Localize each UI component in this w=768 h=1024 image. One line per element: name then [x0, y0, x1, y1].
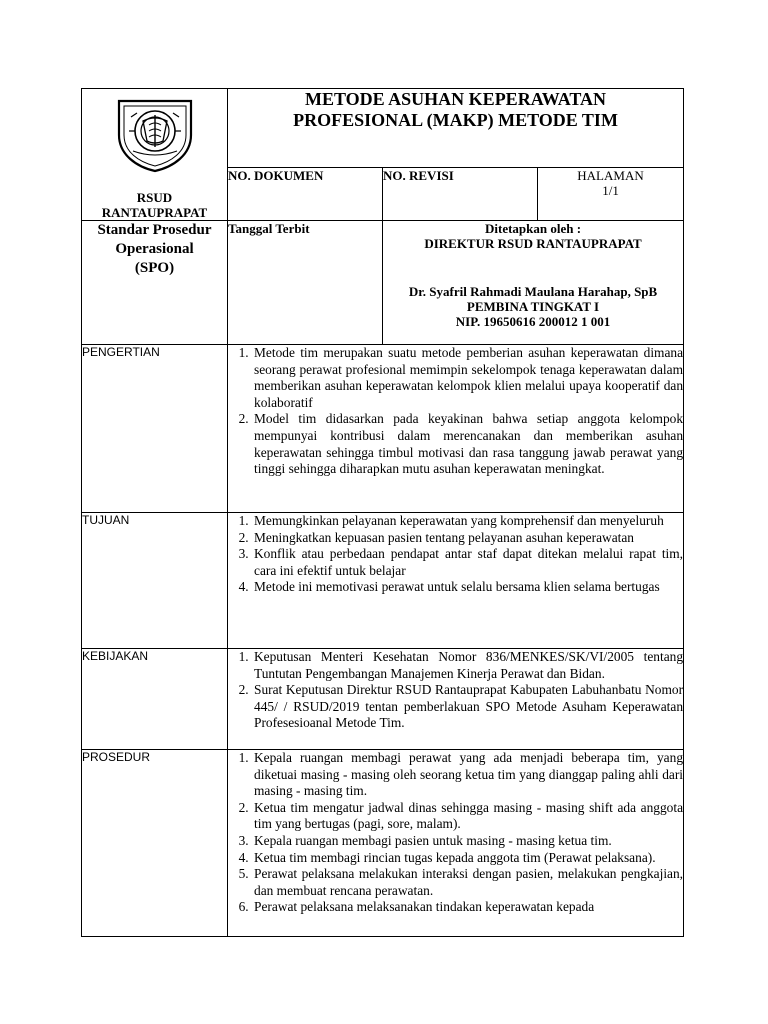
spo-cell — [82, 221, 228, 345]
title-line2: PROFESIONAL (MAKP) METODE TIM — [293, 110, 618, 130]
list-item: 2. Meningkatkan kepuasan pasien tentang pelayanan asuhan keperawatan — [252, 530, 683, 547]
section-content-tujuan — [228, 513, 684, 649]
halaman-cell — [538, 168, 684, 221]
halaman-value: 1/1 — [602, 183, 619, 199]
section-content-pengertian — [228, 345, 684, 513]
spo-line2: Operasional — [115, 241, 194, 257]
list-item: 6. Perawat pelaksana melaksanakan tindakan keperawatan kepada — [252, 899, 683, 916]
tujuan-list — [228, 513, 683, 596]
halaman-label: HALAMAN — [577, 168, 644, 184]
section-label-pengertian: PENGERTIAN — [82, 345, 228, 513]
title-line1: METODE ASUHAN KEPERAWATAN — [304, 89, 607, 109]
document-title — [228, 89, 684, 168]
list-item: 3. Konflik atau perbedaan pendapat antar staf dapat ditekan melalui rapat tim, cara ini efektif untuk belajar — [252, 546, 683, 579]
list-item: 1. Memungkinkan pelayanan keperawatan yang komprehensif dan menyeluruh — [252, 513, 683, 530]
direktur-title: DIREKTUR RSUD RANTAUPRAPAT — [424, 236, 642, 251]
section-label-tujuan: TUJUAN — [82, 513, 228, 649]
list-item: 1. Keputusan Menteri Kesehatan Nomor 836/MENKES/SK/VI/2005 tentang Tuntutan Pengembangan Manajemen Kinerja Perawat dan Bidan. — [252, 649, 683, 682]
logo-cell — [82, 89, 228, 221]
org-name-line2: RANTAUPRAPAT — [101, 205, 208, 220]
signer-name: Dr. Syafril Rahmadi Maulana Harahap, SpB — [408, 284, 658, 299]
section-label-prosedur: PROSEDUR — [82, 750, 228, 937]
spo-line1: Standar Prosedur — [97, 222, 212, 238]
tanggal-terbit-label: Tanggal Terbit — [228, 221, 383, 345]
section-content-kebijakan — [228, 649, 684, 750]
signer-rank: PEMBINA TINGKAT I — [466, 299, 600, 314]
list-item: 1. Metode tim merupakan suatu metode pemberian asuhan keperawatan dimana seorang perawat profesional memimpin sekelompok tenaga keperawatan dalam memberikan asuhan keperawatan kelompok klien melalui upaya kooperatif dan kolaboratif — [252, 345, 683, 411]
no-revisi-label: NO. REVISI — [383, 168, 538, 221]
kebijakan-list — [228, 649, 683, 732]
list-item: 2. Ketua tim mengatur jadwal dinas sehingga masing - masing shift ada anggota tim yang bertugas (pagi, sore, malam). — [252, 800, 683, 833]
pengertian-list — [228, 345, 683, 478]
list-item: 3. Kepala ruangan membagi pasien untuk masing - masing ketua tim. — [252, 833, 683, 850]
org-name-line1: RSUD — [136, 190, 173, 205]
prosedur-list — [228, 750, 683, 916]
spo-document-table — [81, 88, 684, 937]
no-dokumen-label: NO. DOKUMEN — [228, 168, 383, 221]
ditetapkan-cell — [383, 221, 684, 345]
list-item: 5. Perawat pelaksana melakukan interaksi dengan pasien, melakukan pengkajian, dan membuat rencana perawatan. — [252, 866, 683, 899]
list-item: 1. Kepala ruangan membagi perawat yang ada menjadi beberapa tim, yang diketuai masing - masing oleh seorang ketua tim yang dianggap paling ahli dari masing - masing tim. — [252, 750, 683, 800]
spo-line3: (SPO) — [134, 260, 175, 276]
section-label-kebijakan: KEBIJAKAN — [82, 649, 228, 750]
list-item: 4. Metode ini memotivasi perawat untuk selalu bersama klien selama bertugas — [252, 579, 683, 596]
hospital-logo-icon — [115, 95, 195, 173]
ditetapkan-label: Ditetapkan oleh : — [484, 221, 582, 236]
section-content-prosedur — [228, 750, 684, 937]
list-item: 2. Surat Keputusan Direktur RSUD Rantauprapat Kabupaten Labuhanbatu Nomor 445/ / RSUD/2019 tentan pemberlakuan SPO Metode Asuham Keperawatan Profesesioanal Metode Tim. — [252, 682, 683, 732]
list-item: 2. Model tim didasarkan pada keyakinan bahwa setiap anggota kelompok mempunyai kontribusi dalam merencanakan dan memberikan asuhan keperawatan sehingga timbul motivasi dan rasa tanggung jawab perawat yang tinggi sehingga diharapkan mutu asuhan keperawatan meningkat. — [252, 411, 683, 477]
signer-nip: NIP. 19650616 200012 1 001 — [455, 314, 611, 329]
list-item: 4. Ketua tim membagi rincian tugas kepada anggota tim (Perawat pelaksana). — [252, 850, 683, 867]
